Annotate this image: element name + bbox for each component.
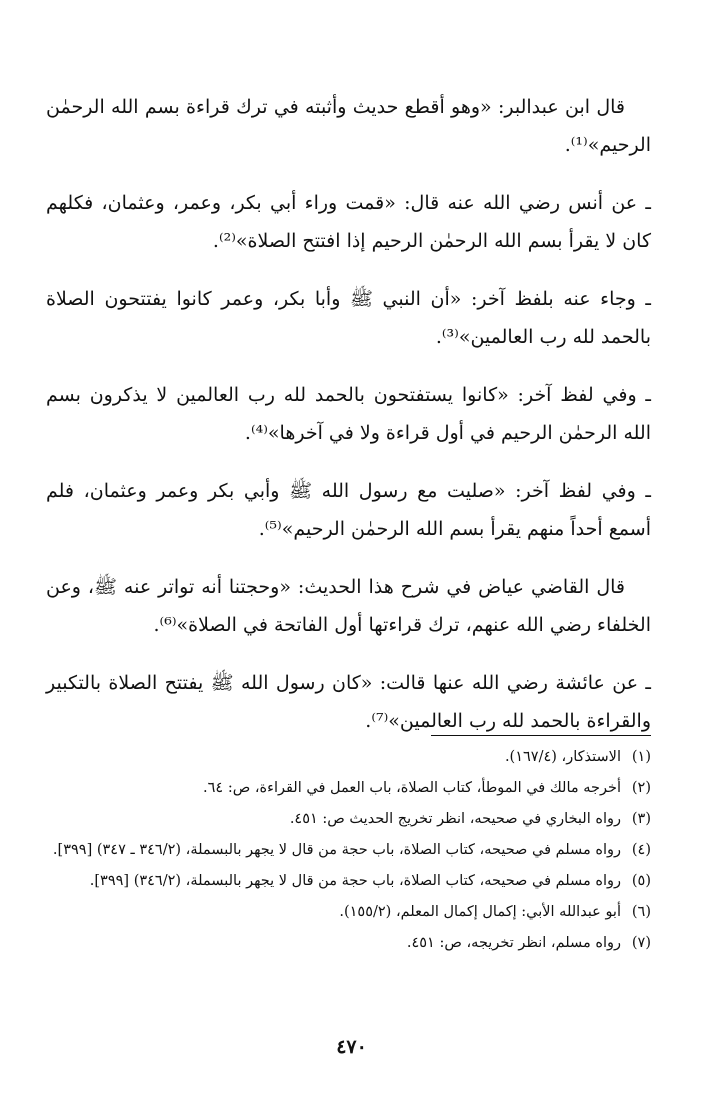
paragraph-anas-1: ـ عن أنس رضي الله عنه قال: «قمت وراء أبي بكر، وعمر، وعثمان، فكلهم كان لا يقرأ بسم الله الرحمٰن الرحيم إذا افتتح الصلاة»⁽²⁾.: [46, 192, 651, 252]
paragraph-anas-3: ـ وفي لفظ آخر: «كانوا يستفتحون بالحمد لله رب العالمين لا يذكرون بسم الله الرحمٰن الرحيم في أول قراءة ولا في آخرها»⁽⁴⁾.: [46, 384, 651, 444]
footnote-number: (٦): [631, 904, 651, 920]
footnote-number: (٢): [631, 780, 651, 796]
footnote-6: [46, 901, 651, 924]
footnote-2: [46, 777, 651, 800]
footnote-number: (٣): [631, 811, 651, 827]
footnote-4: [46, 839, 651, 862]
footnote-text: الاستذكار، (١٦٧/٤).: [504, 749, 621, 765]
footnote-5: [46, 870, 651, 893]
footnote-7: [46, 932, 651, 955]
paragraph-aisha: ـ عن عائشة رضي الله عنها قالت: «كان رسول الله ﷺ يفتتح الصلاة بالتكبير والقراءة بالحمد لله رب العالمين»⁽⁷⁾.: [46, 672, 651, 732]
paragraph-ibn-abdulbarr: قال ابن عبدالبر: «وهو أقطع حديث وأثبته في ترك قراءة بسم الله الرحمٰن الرحيم»⁽¹⁾.: [46, 96, 651, 156]
footnote-1: [46, 746, 651, 769]
main-text: [46, 88, 651, 760]
footnote-3: [46, 808, 651, 831]
footnote-number: (٧): [631, 935, 651, 951]
footnote-text: أبو عبدالله الأبي: إكمال إكمال المعلم، (١٥٥/٢).: [339, 904, 621, 920]
paragraph-qadi-iyad: قال القاضي عياض في شرح هذا الحديث: «وحجتنا أنه تواتر عنه ﷺ، وعن الخلفاء رضي الله عنهم، ترك قراءتها أول الفاتحة في الصلاة»⁽⁶⁾.: [46, 576, 651, 636]
footnote-separator: [431, 735, 651, 736]
footnote-text: رواه مسلم في صحيحه، كتاب الصلاة، باب حجة من قال لا يجهر بالبسملة، (٣٤٦/٢) [٣٩٩].: [89, 873, 621, 889]
footnote-number: (٤): [631, 842, 651, 858]
footnote-text: رواه مسلم، انظر تخريجه، ص: ٤٥١.: [406, 935, 621, 951]
page-number: ٤٧٠: [336, 1036, 367, 1058]
footnote-text: رواه البخاري في صحيحه، انظر تخريج الحديث ص: ٤٥١.: [289, 811, 621, 827]
paragraph-anas-4: ـ وفي لفظ آخر: «صليت مع رسول الله ﷺ وأبي بكر وعمر وعثمان، فلم أسمع أحداً منهم يقرأ بسم الله الرحمٰن الرحيم»⁽⁵⁾.: [46, 480, 651, 540]
footnote-text: أخرجه مالك في الموطأ، كتاب الصلاة، باب العمل في القراءة، ص: ٦٤.: [203, 780, 621, 796]
footnote-number: (١): [631, 749, 651, 765]
footnote-text: رواه مسلم في صحيحه، كتاب الصلاة، باب حجة من قال لا يجهر بالبسملة، (٣٤٦/٢ ـ ٣٤٧) [٣٩٩].: [52, 842, 621, 858]
footnotes: [46, 746, 651, 963]
footnote-number: (٥): [631, 873, 651, 889]
paragraph-anas-2: ـ وجاء عنه بلفظ آخر: «أن النبي ﷺ وأبا بكر، وعمر كانوا يفتتحون الصلاة بالحمد لله رب العالمين»⁽³⁾.: [46, 288, 651, 348]
